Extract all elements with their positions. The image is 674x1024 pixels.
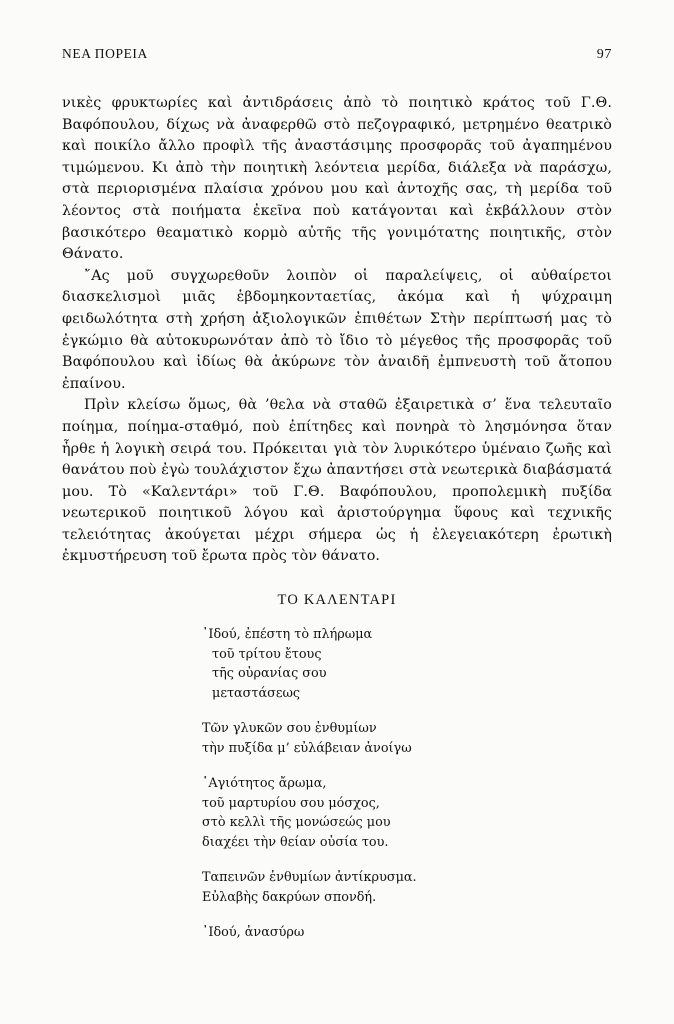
page-content	[62, 46, 612, 943]
poem-line: Εὐλαβὴς δακρύων σπονδή.	[202, 889, 377, 905]
poem-line: τὴν πυξίδα μ’ εὐλάβειαν ἀνοίγω	[202, 740, 412, 756]
journal-title: ΝΕΑ ΠΟΡΕΙΑ	[62, 46, 148, 61]
poem-line: στὸ κελλὶ τῆς μονώσεώς μου	[202, 815, 391, 831]
paragraph: ῎Ας μοῦ συγχωρεθοῦν λοιπὸν οἱ παραλείψεις, οἱ αὐθαίρετοι διασκελισμοὶ μιᾶς ἑβδομηκονταετίας, ἀκόμα καὶ ἡ ψύχραιμη φειδωλότητα στὴ χρήση ἀξιολογικῶν ἐπιθέτων Στὴν περίπτωσή μας τὸ ἐγκώμιο θὰ αὐτοκυρωνόταν ἀπὸ τὸ ἴδιο τὸ μέγεθος τῆς προσφορᾶς τοῦ Βαφόπουλου καὶ ἰδίως θὰ ἀκύρωνε τὸν ἀναιδῆ ἐμπνευστὴ τοῦ ἄτοπου ἐπαίνου.	[62, 267, 612, 392]
page-number: 97	[596, 47, 612, 62]
paragraph: Πρὶν κλείσω ὅμως, θὰ ’θελα νὰ σταθῶ ἐξαιρετικὰ σ’ ἕνα τελευταῖο ποίημα, ποίημα-σταθμό, ποὺ ἐπίτηδες καὶ πονηρὰ τὸ λησμόνησα ὅταν ἦρθε ἡ λογικὴ σειρά του. Πρόκειται γιὰ τὸν λυρικότερο ὑμέναιο ζωῆς καὶ θανάτου ποὺ ἐγὼ τουλάχιστον ἔχω ἀπαντήσει στὰ νεωτερικὰ διαβάσματά μου. Τὸ «Καλεντάρι» τοῦ Γ.Θ. Βαφόπουλου, προπολεμικὴ πυξίδα νεωτερικοῦ ποιητικοῦ λόγου καὶ ἀριστούργημα ὕφους καὶ τεχνικῆς τελειότητας ἀκούγεται μέχρι σήμερα ὡς ἡ ἐλεγειακότερη ἐρωτικὴ ἐκμυστήρευση τοῦ ἔρωτα πρὸς τὸν θάνατο.	[62, 397, 612, 565]
running-head	[62, 46, 612, 63]
poem-line: τοῦ μαρτυρίου σου μόσχος,	[202, 795, 380, 811]
poem-stanza	[202, 923, 612, 943]
poem-line: ᾿Ιδού, ἐπέστη τὸ πλήρωμα	[202, 627, 373, 643]
poem-body	[202, 625, 612, 943]
body-text	[62, 93, 612, 568]
poem-line: Τῶν γλυκῶν σου ἐνθυμίων	[202, 721, 377, 737]
poem-line: τῆς οὐρανίας σου	[212, 666, 327, 682]
paragraph: νικὲς φρυκτωρίες καὶ ἀντιδράσεις ἀπὸ τὸ ποιητικὸ κράτος τοῦ Γ.Θ. Βαφόπουλου, δίχως νὰ ἀναφερθῶ στὸ πεζογραφικό, μετρημένο θεατρικὸ καὶ ποικίλο ἄλλο προφὶλ τῆς ἀναστάσιμης προσφορᾶς τοῦ ἀγαπημένου τιμώμενου. Κι ἀπὸ τὴν ποιητικὴ λεόντεια μερίδα, διάλεξα νὰ παράσχω, στὰ περιορισμένα πλαίσια χρόνου μου καὶ ἀντοχῆς σας, τὴ μερίδα τοῦ λέοντος στὰ ποιήματα ἐκεῖνα ποὺ κατάγονται καὶ ἐκβάλλουν στὸν βασικότερο θεαματικὸ κορμὸ αὐτῆς τῆς γονιμότατης ποιητικῆς, στὸν Θάνατο.	[62, 95, 612, 263]
poem-line: Ταπεινῶν ἐνθυμίων ἀντίκρυσμα.	[202, 870, 417, 886]
poem-line: διαχέει τὴν θείαν οὐσία του.	[202, 834, 389, 850]
poem-line: τοῦ τρίτου ἔτους	[212, 646, 322, 662]
poem-stanza	[202, 868, 612, 907]
poem-title: ΤΟ ΚΑΛΕΝΤΑΡΙ	[277, 592, 397, 609]
poem-stanza	[202, 625, 612, 703]
poem-line: ῾Αγιότητος ἄρωμα,	[202, 776, 327, 792]
poem-stanza	[202, 774, 612, 852]
poem-stanza	[202, 719, 612, 758]
poem-line: ᾿Ιδού, ἀνασύρω	[202, 925, 305, 941]
poem-line: μεταστάσεως	[212, 685, 301, 701]
